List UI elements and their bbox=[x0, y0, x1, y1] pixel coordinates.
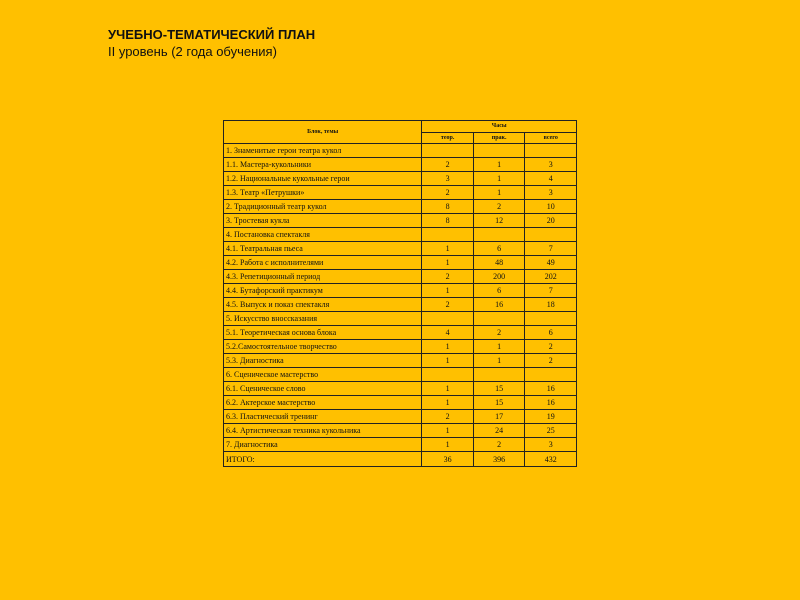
column-header-block: Блок, темы bbox=[224, 121, 422, 144]
column-header-total: всего bbox=[525, 132, 577, 144]
table-row bbox=[224, 186, 577, 200]
row-total-cell bbox=[525, 228, 577, 242]
row-practice-cell: 6 bbox=[473, 284, 525, 298]
row-practice-cell: 1 bbox=[473, 340, 525, 354]
table-body bbox=[224, 144, 577, 467]
row-theory-cell: 1 bbox=[422, 424, 474, 438]
row-theory-cell bbox=[422, 228, 474, 242]
row-name-cell: 1.3. Театр «Петрушки» bbox=[224, 186, 422, 200]
table-row bbox=[224, 298, 577, 312]
row-name-cell: 6.2. Актерское мастерство bbox=[224, 396, 422, 410]
row-name-cell: 5. Искусство вноссказания bbox=[224, 312, 422, 326]
page-subtitle: II уровень (2 года обучения) bbox=[108, 44, 277, 59]
row-total-cell: 20 bbox=[525, 214, 577, 228]
row-practice-cell: 2 bbox=[473, 438, 525, 452]
row-total-cell: 7 bbox=[525, 242, 577, 256]
row-practice-cell: 1 bbox=[473, 354, 525, 368]
row-name-cell: 5.2.Самостоятельное творчество bbox=[224, 340, 422, 354]
row-name-cell: 4.2. Работа с исполнителями bbox=[224, 256, 422, 270]
row-name-cell: 4.5. Выпуск и показ спектакля bbox=[224, 298, 422, 312]
table-row bbox=[224, 270, 577, 284]
table-row bbox=[224, 158, 577, 172]
row-practice-cell: 2 bbox=[473, 200, 525, 214]
row-total-cell: 432 bbox=[525, 452, 577, 467]
row-theory-cell: 2 bbox=[422, 158, 474, 172]
row-theory-cell: 1 bbox=[422, 340, 474, 354]
table-row bbox=[224, 382, 577, 396]
table-row bbox=[224, 172, 577, 186]
row-theory-cell: 1 bbox=[422, 284, 474, 298]
row-theory-cell: 4 bbox=[422, 326, 474, 340]
row-theory-cell: 36 bbox=[422, 452, 474, 467]
table-header-row bbox=[224, 121, 577, 133]
row-total-cell: 2 bbox=[525, 340, 577, 354]
row-name-cell: 6.1. Сценическое слово bbox=[224, 382, 422, 396]
row-name-cell: 4.4. Бутафорский практикум bbox=[224, 284, 422, 298]
row-total-cell bbox=[525, 368, 577, 382]
row-total-cell: 10 bbox=[525, 200, 577, 214]
row-practice-cell: 2 bbox=[473, 326, 525, 340]
column-header-hours: Часы bbox=[422, 121, 577, 133]
page-title: УЧЕБНО-ТЕМАТИЧЕСКИЙ ПЛАН bbox=[108, 27, 316, 42]
table-row bbox=[224, 228, 577, 242]
row-practice-cell bbox=[473, 368, 525, 382]
table-row bbox=[224, 284, 577, 298]
row-name-cell: 1.1. Мастера-кукольники bbox=[224, 158, 422, 172]
row-practice-cell: 1 bbox=[473, 186, 525, 200]
row-total-cell bbox=[525, 312, 577, 326]
row-total-cell: 25 bbox=[525, 424, 577, 438]
row-name-cell: 1.2. Национальные кукольные герои bbox=[224, 172, 422, 186]
row-name-cell: 6. Сценическое мастерство bbox=[224, 368, 422, 382]
row-total-cell: 3 bbox=[525, 438, 577, 452]
row-theory-cell: 8 bbox=[422, 200, 474, 214]
row-name-cell: 4.1. Театральная пьеса bbox=[224, 242, 422, 256]
table-row bbox=[224, 326, 577, 340]
row-practice-cell: 1 bbox=[473, 172, 525, 186]
row-practice-cell: 48 bbox=[473, 256, 525, 270]
row-name-cell: 6.4. Артистическая техника кукольника bbox=[224, 424, 422, 438]
row-total-cell: 16 bbox=[525, 396, 577, 410]
table-row bbox=[224, 438, 577, 452]
row-total-cell: 49 bbox=[525, 256, 577, 270]
row-theory-cell bbox=[422, 368, 474, 382]
table-row bbox=[224, 410, 577, 424]
row-theory-cell: 1 bbox=[422, 382, 474, 396]
row-total-cell bbox=[525, 144, 577, 158]
row-name-cell: 7. Диагностика bbox=[224, 438, 422, 452]
row-practice-cell: 6 bbox=[473, 242, 525, 256]
row-practice-cell bbox=[473, 228, 525, 242]
table-row bbox=[224, 396, 577, 410]
row-practice-cell: 396 bbox=[473, 452, 525, 467]
row-practice-cell: 15 bbox=[473, 396, 525, 410]
row-theory-cell: 8 bbox=[422, 214, 474, 228]
row-total-cell: 3 bbox=[525, 158, 577, 172]
row-total-cell: 19 bbox=[525, 410, 577, 424]
row-theory-cell: 2 bbox=[422, 270, 474, 284]
table-row bbox=[224, 452, 577, 467]
row-practice-cell: 15 bbox=[473, 382, 525, 396]
table-head bbox=[224, 121, 577, 144]
row-practice-cell: 12 bbox=[473, 214, 525, 228]
table-row bbox=[224, 312, 577, 326]
table-row bbox=[224, 200, 577, 214]
row-theory-cell: 3 bbox=[422, 172, 474, 186]
row-name-cell: 2. Традиционный театр кукол bbox=[224, 200, 422, 214]
row-theory-cell: 1 bbox=[422, 438, 474, 452]
table-row bbox=[224, 340, 577, 354]
row-practice-cell bbox=[473, 144, 525, 158]
row-theory-cell: 1 bbox=[422, 396, 474, 410]
column-header-theory: теор. bbox=[422, 132, 474, 144]
row-theory-cell: 2 bbox=[422, 298, 474, 312]
row-name-cell: 5.1. Теоретическая основа блока bbox=[224, 326, 422, 340]
row-practice-cell: 17 bbox=[473, 410, 525, 424]
row-name-cell: 3. Тростевая кукла bbox=[224, 214, 422, 228]
table-row bbox=[224, 354, 577, 368]
row-name-cell: 4. Постановка спектакля bbox=[224, 228, 422, 242]
row-name-cell: ИТОГО: bbox=[224, 452, 422, 467]
row-name-cell: 6.3. Пластический тренинг bbox=[224, 410, 422, 424]
curriculum-table bbox=[223, 120, 577, 467]
row-total-cell: 6 bbox=[525, 326, 577, 340]
row-total-cell: 4 bbox=[525, 172, 577, 186]
row-theory-cell: 1 bbox=[422, 256, 474, 270]
row-total-cell: 18 bbox=[525, 298, 577, 312]
row-total-cell: 3 bbox=[525, 186, 577, 200]
row-theory-cell: 2 bbox=[422, 410, 474, 424]
table-row bbox=[224, 424, 577, 438]
row-practice-cell: 16 bbox=[473, 298, 525, 312]
row-practice-cell: 200 bbox=[473, 270, 525, 284]
row-total-cell: 7 bbox=[525, 284, 577, 298]
title-block bbox=[108, 26, 315, 60]
table-row bbox=[224, 256, 577, 270]
table-row bbox=[224, 214, 577, 228]
row-name-cell: 4.3. Репетиционный период bbox=[224, 270, 422, 284]
table-row bbox=[224, 144, 577, 158]
table-row bbox=[224, 368, 577, 382]
row-name-cell: 5.3. Диагностика bbox=[224, 354, 422, 368]
row-theory-cell: 2 bbox=[422, 186, 474, 200]
row-practice-cell: 1 bbox=[473, 158, 525, 172]
row-theory-cell bbox=[422, 144, 474, 158]
row-practice-cell bbox=[473, 312, 525, 326]
row-name-cell: 1. Знаменитые герои театра кукол bbox=[224, 144, 422, 158]
row-theory-cell: 1 bbox=[422, 242, 474, 256]
row-total-cell: 2 bbox=[525, 354, 577, 368]
table-row bbox=[224, 242, 577, 256]
row-total-cell: 202 bbox=[525, 270, 577, 284]
row-theory-cell bbox=[422, 312, 474, 326]
row-theory-cell: 1 bbox=[422, 354, 474, 368]
row-practice-cell: 24 bbox=[473, 424, 525, 438]
column-header-practice: прак. bbox=[473, 132, 525, 144]
row-total-cell: 16 bbox=[525, 382, 577, 396]
